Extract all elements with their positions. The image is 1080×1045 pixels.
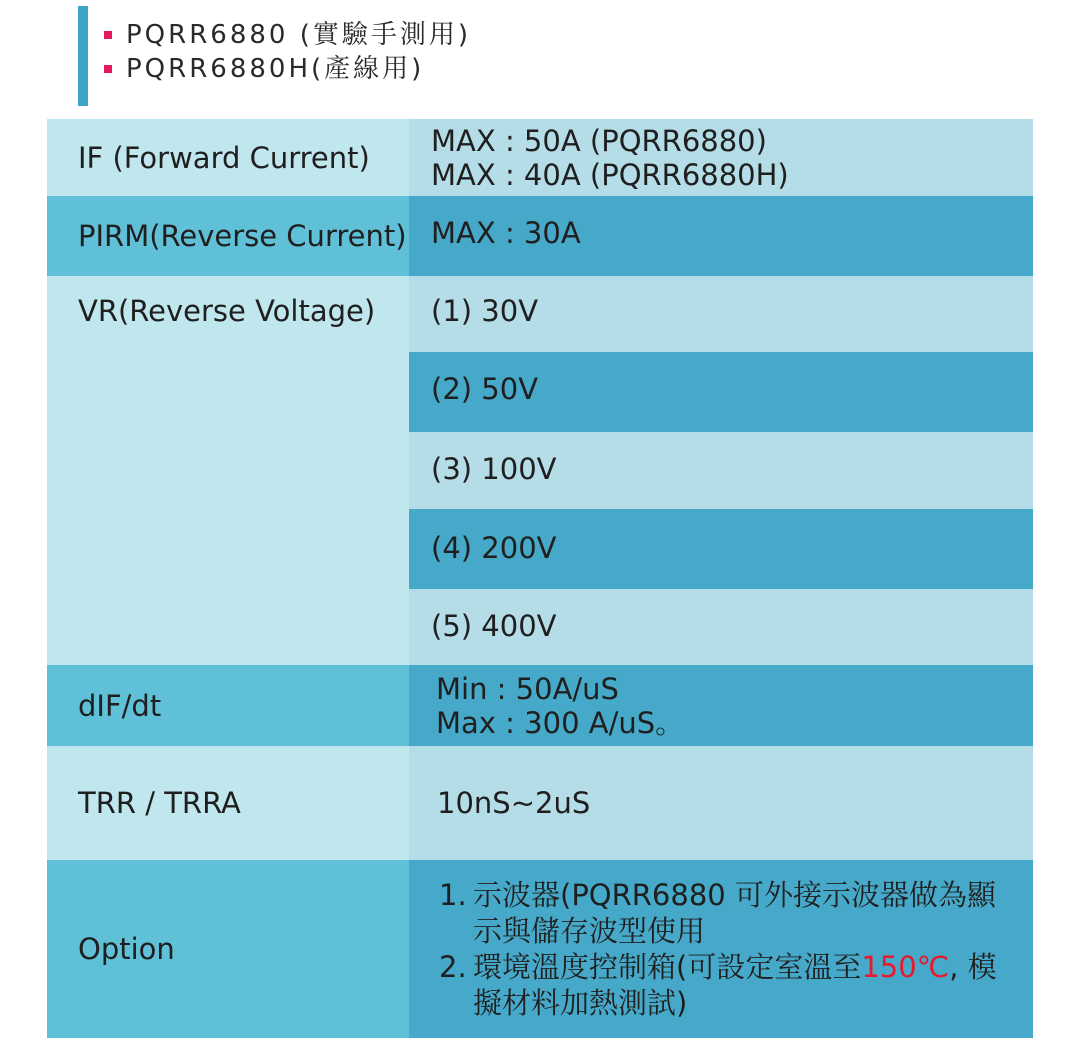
spec-value-line: Max : 300 A/uS。 [436, 705, 685, 740]
spec-value: MAX : 30A [409, 196, 1033, 276]
spec-row-trr [47, 746, 1033, 860]
spec-value: 10nS~2uS [409, 746, 1033, 860]
vr-option: (1) 30V [409, 276, 1033, 352]
option-item [439, 949, 1015, 1021]
spec-label: Option [47, 860, 409, 1038]
spec-value [409, 665, 1033, 746]
temperature-highlight: 150℃ [861, 950, 950, 984]
spec-value [409, 119, 1033, 196]
spec-label: TRR / TRRA [47, 746, 409, 860]
vr-option-row [47, 276, 1033, 352]
spec-table [47, 119, 1033, 1038]
bullet-icon [104, 65, 112, 73]
spec-row-pirm [47, 196, 1033, 276]
model-header [78, 6, 678, 106]
vr-option-row [47, 509, 1033, 589]
vr-option-row [47, 589, 1033, 665]
model-name: PQRR6880 (實驗手測用) [126, 20, 471, 50]
model-list [104, 18, 471, 86]
spec-value [409, 860, 1033, 1038]
vr-option: (4) 200V [409, 509, 1033, 589]
model-name: PQRR6880H(產線用) [126, 54, 425, 84]
option-list [439, 877, 1015, 1021]
spec-value-line: MAX : 50A (PQRR6880) [431, 123, 767, 158]
spec-value-line: Min : 50A/uS [436, 671, 619, 706]
spec-label: PIRM(Reverse Current) [47, 196, 409, 276]
vr-option: (2) 50V [409, 352, 1033, 432]
vr-option: (5) 400V [409, 589, 1033, 665]
accent-bar [78, 6, 88, 106]
spec-label: dIF/dt [47, 665, 409, 746]
vr-option-row [47, 352, 1033, 432]
model-item [104, 18, 471, 52]
spec-row-didt [47, 665, 1033, 746]
option-number: 1. [439, 878, 467, 912]
spec-row-option [47, 860, 1033, 1038]
spec-value-line: MAX : 40A (PQRR6880H) [431, 157, 789, 192]
option-text: 環境溫度控制箱(可設定室溫至150℃, 模擬材料加熱測試) [473, 950, 997, 1020]
spec-label-vr: VR(Reverse Voltage) [47, 276, 409, 665]
spec-row-if [47, 119, 1033, 196]
bullet-icon [104, 31, 112, 39]
option-text: 示波器(PQRR6880 可外接示波器做為顯示與儲存波型使用 [473, 878, 996, 948]
model-item [104, 52, 471, 86]
vr-option: (3) 100V [409, 432, 1033, 509]
option-item [439, 877, 1015, 949]
vr-option-row [47, 432, 1033, 509]
spec-label: IF (Forward Current) [47, 119, 409, 196]
option-number: 2. [439, 950, 467, 984]
